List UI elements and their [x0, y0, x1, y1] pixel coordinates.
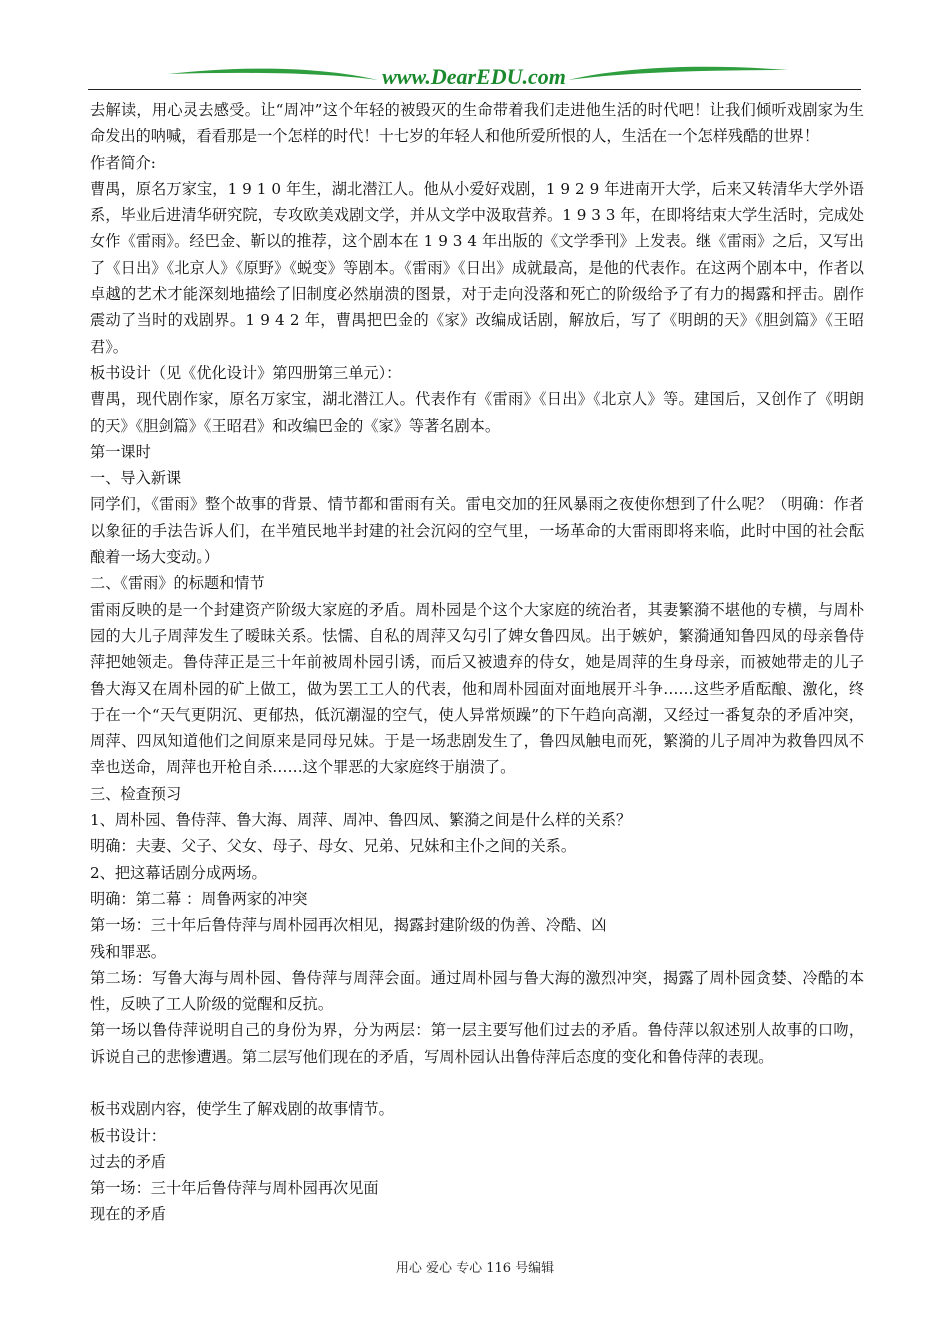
paragraph: 第一场以鲁侍萍说明自己的身份为界，分为两层：第一层主要写他们过去的矛盾。鲁侍萍以叙述别人故事的口吻，诉说自己的悲惨遭遇。第二层写他们现在的矛盾，写周朴园认出鲁侍萍后态度的变化和鲁侍萍的表现。: [90, 1021, 864, 1066]
paragraph: [90, 1070, 864, 1096]
paragraph: 板书设计（见《优化设计》第四册第三单元）：: [90, 363, 402, 382]
paragraph: 2、把这幕话剧分成两场。: [90, 863, 267, 882]
paragraph: 明确：夫妻、父子、父女、母子、母女、兄弟、兄妹和主仆之间的关系。: [90, 837, 576, 856]
paragraph: 板书戏剧内容，使学生了解戏剧的故事情节。: [90, 1100, 394, 1119]
paragraph: 二、《雷雨》的标题和情节: [90, 574, 265, 593]
paragraph: 1、周朴园、鲁侍萍、鲁大海、周萍、周冲、鲁四凤、繁漪之间是什么样的关系？: [90, 811, 632, 830]
header-rule: [88, 89, 861, 90]
paragraph: 第一场：三十年后鲁侍萍与周朴园再次见面: [90, 1179, 379, 1198]
logo-text: www.DearEDU.com: [382, 64, 566, 89]
paragraph: 现在的矛盾: [90, 1205, 166, 1224]
paragraph: 作者简介:: [90, 153, 156, 172]
paragraph: 同学们，《雷雨》整个故事的背景、情节都和雷雨有关。雷电交加的狂风暴雨之夜使你想到了什么呢？（明确：作者以象征的手法告诉人们，在半殖民地半封建的社会沉闷的空气里，一场革命的大雷雨即将来临，此时中国的社会酝酿着一场大变动。）: [90, 495, 864, 567]
paragraph: 残和罪恶。: [90, 942, 166, 961]
logo-swoosh-graphic: [88, 60, 861, 92]
paragraph: 曹禺，原名万家宝，1 9 1 0 年生，湖北潜江人。他从小爱好戏剧，1 9 2 9 年进南开大学，后来又转清华大学外语系，毕业后进清华研究院，专攻欧美戏剧文学，并从文学中汲取营养。1 9 3 3 年，在即将结束大学生活时，完成处女作《雷雨》。经巴金、靳以的推荐，这个剧本在 1 9 3 4 年出版的《文学季刊》上发表。继《雷雨》之后，又写出了《日出》《北京人》《原野》《蜕变》等剧本。《雷雨》《日出》成就最高，是他的代表作。在这两个剧本中，作者以卓越的艺术才能深刻地描绘了旧制度必然崩溃的图景，对于走向没落和死亡的阶级给予了有力的揭露和抨击。剧作震动了当时的戏剧界。1 9 4 2 年，曹禺把巴金的《家》改编成话剧，解放后，写了《明朗的天》《胆剑篇》《王昭君》。: [90, 179, 864, 356]
page-footer: 用心 爱心 专心 116 号编辑: [395, 1261, 555, 1276]
paragraph: 第一场：三十年后鲁侍萍与周朴园再次相见，揭露封建阶级的伪善、冷酷、凶: [90, 916, 607, 935]
document-body: [90, 97, 864, 1228]
paragraph: 板书设计：: [90, 1126, 166, 1145]
site-header-logo: [88, 60, 861, 92]
paragraph: 去解读，用心灵去感受。让“周冲”这个年轻的被毁灭的生命带着我们走进他生活的时代吧！让我们倾听戏剧家为生命发出的呐喊，看看那是一个怎样的时代！十七岁的年轻人和他所爱所恨的人，生活在一个怎样残酷的世界！: [90, 101, 864, 146]
paragraph: 一、导入新课: [90, 469, 182, 488]
paragraph: 曹禺，现代剧作家，原名万家宝，湖北潜江人。代表作有《雷雨》《日出》《北京人》等。建国后，又创作了《明朗的天》《胆剑篇》《王昭君》和改编巴金的《家》等著名剧本。: [90, 390, 864, 435]
paragraph: 第一课时: [90, 442, 151, 461]
paragraph: 过去的矛盾: [90, 1152, 166, 1171]
paragraph: 三、检查预习: [90, 784, 182, 803]
paragraph: 明确：第二幕 ：周鲁两家的冲突: [90, 889, 308, 908]
paragraph: 第二场：写鲁大海与周朴园、鲁侍萍与周萍会面。通过周朴园与鲁大海的激烈冲突，揭露了周朴园贪婪、冷酷的本性，反映了工人阶级的觉醒和反抗。: [90, 968, 864, 1014]
paragraph: 雷雨反映的是一个封建资产阶级大家庭的矛盾。周朴园是个这个大家庭的统治者，其妻繁漪不堪他的专横，与周朴园的大儿子周萍发生了暧昧关系。怯懦、自私的周萍又勾引了婢女鲁四凤。出于嫉妒，繁漪通知鲁四凤的母亲鲁侍萍把她领走。鲁侍萍正是三十年前被周朴园引诱，而后又被遗弃的侍女，她是周萍的生身母亲，而被她带走的儿子鲁大海又在周朴园的矿上做工，做为罢工工人的代表，他和周朴园面对面地展开斗争……这些矛盾酝酿、激化，终于在一个“天气更阴沉、更郁热，低沉潮湿的空气，使人异常烦躁”的下午趋向高潮，又经过一番复杂的矛盾冲突，周萍、四凤知道他们之间原来是同母兄妹。于是一场悲剧发生了，鲁四凤触电而死，繁漪的儿子周冲为救鲁四凤不幸也送命，周萍也开枪自杀……这个罪恶的大家庭终于崩溃了。: [90, 600, 864, 777]
